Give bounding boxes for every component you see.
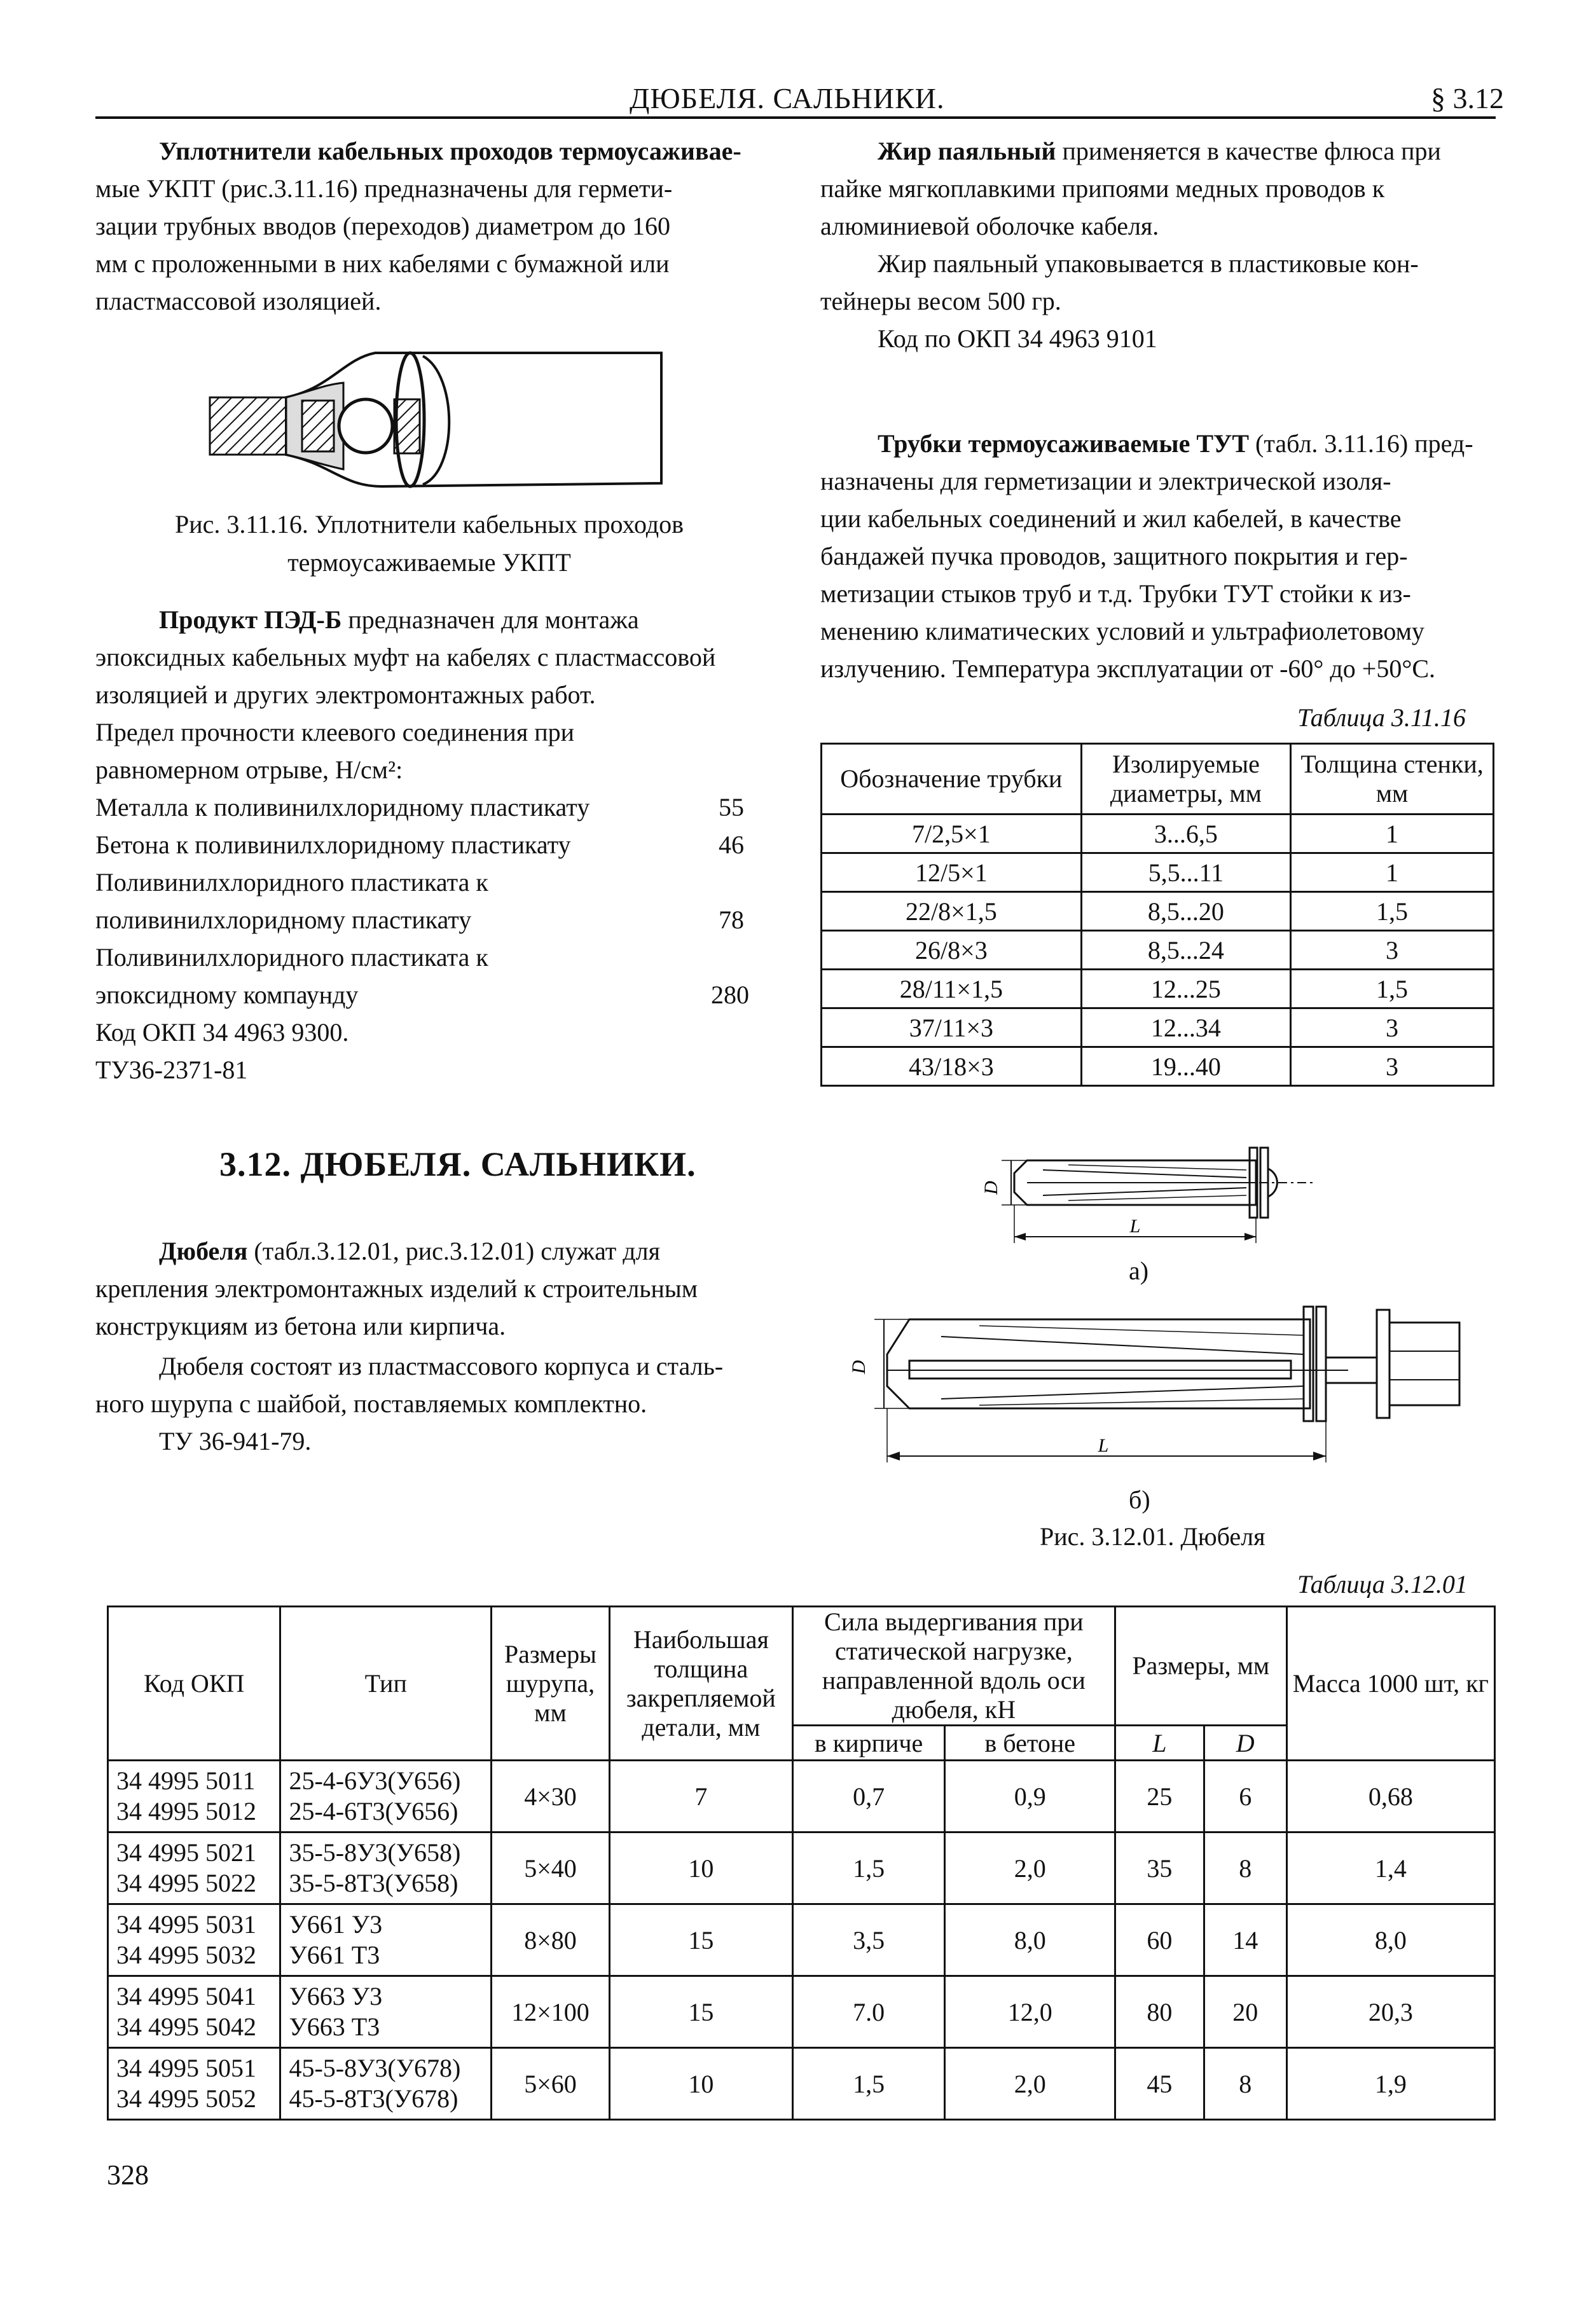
fig-a-label: а) <box>1129 1256 1149 1285</box>
section-heading: 3.12. ДЮБЕЛЯ. САЛЬНИКИ. <box>219 1145 696 1183</box>
table-row: 34 4995 5011 34 4995 5012 25-4-6У3(У656) 25-4-6Т3(У656) 4×30 7 0,7 0,9 25 6 0,68 <box>108 1761 1495 1832</box>
table-row: 34 4995 5051 34 4995 5052 45-5-8У3(У678) 45-5-8Т3(У678) 5×60 10 1,5 2,0 45 8 1,9 <box>108 2048 1495 2120</box>
running-title: ДЮБЕЛЯ. САЛЬНИКИ. <box>630 82 945 114</box>
fat-paragraph: Жир паяльный применяется в качестве флюса при пайке мягкоплавкими припоями медных проводов к алюминиевой оболочке кабеля. Жир паяльный упаковывается в пластиковые кон- тейнеры весом 500 гр. Код по ОКП 34 4963 9101 <box>820 137 1441 353</box>
dowel-fig-caption: Рис. 3.12.01. Дюбеля <box>1040 1522 1265 1551</box>
dowel-table <box>107 1605 1496 2121</box>
table-row: 26/8×3 8,5...24 3 <box>822 931 1494 970</box>
dowel-figure-a <box>967 1138 1323 1259</box>
fig-b-label: б) <box>1129 1485 1150 1514</box>
dowel-paragraph: Дюбеля (табл.3.12.01, рис.3.12.01) служат для крепления электромонтажных изделий к строительным конструкциям из бетона или кирпича. Дюбеля состоят из пластмассового корпуса и сталь- ного шурупа с шайбой, поставляемых комплектно. ТУ 36-941-79. <box>95 1237 724 1455</box>
ukpt-line: мм с проложенными в них кабелями с бумажной или <box>95 249 670 278</box>
ped-line: Предел прочности клеевого соединения при <box>95 718 575 746</box>
header-cell: Наибольшая толщина закрепляемой детали, мм <box>609 1607 792 1761</box>
ukpt-line: зации трубных вводов (переходов) диаметром до 160 <box>95 212 670 240</box>
dim-L-label: L <box>1098 1435 1109 1456</box>
table-row: 12/5×1 5,5...11 1 <box>822 853 1494 892</box>
ukpt-term: Уплотнители кабельных проходов термоусаживае- <box>159 137 741 165</box>
section-number: § 3.12 <box>1431 82 1504 114</box>
table-header-row <box>108 1607 1495 1726</box>
header-cell: L <box>1115 1726 1204 1761</box>
dim-L-label: L <box>1129 1216 1141 1237</box>
table-row: 43/18×3 19...40 3 <box>822 1047 1494 1086</box>
ukpt-line: пластмассовой изоляцией. <box>95 287 382 315</box>
header-cell: Размеры, мм <box>1115 1607 1286 1726</box>
table-row: 7/2,5×1 3...6,5 1 <box>822 815 1494 853</box>
header-cell: в бетоне <box>945 1726 1115 1761</box>
ped-tu: ТУ36-2371-81 <box>95 1055 248 1084</box>
dim-D-label: D <box>848 1360 869 1374</box>
header-cell: D <box>1204 1726 1286 1761</box>
table-row: 28/11×1,5 12...25 1,5 <box>822 970 1494 1008</box>
ped-line: эпоксидных кабельных муфт на кабелях с пластмассовой <box>95 643 716 671</box>
table1-caption: Таблица 3.11.16 <box>1297 703 1466 732</box>
tut-term: Трубки термоусаживаемые ТУТ <box>878 429 1250 458</box>
header-cell: Изолируемые диаметры, мм <box>1081 744 1290 815</box>
table-row: 34 4995 5031 34 4995 5032 У661 У3 У661 Т3 8×80 15 3,5 8,0 60 14 8,0 <box>108 1904 1495 1976</box>
dim-D-label: D <box>981 1181 1002 1195</box>
header-cell: Код ОКП <box>108 1607 280 1761</box>
tut-paragraph: Трубки термоусаживаемые ТУТ (табл. 3.11.16) пред- назначены для герметизации и электрической изоля- ции кабельных соединений и жил кабелей, в качестве бандажей пучка проводов, защитного покрытия и гер- метизации стыков труб и т.д. Трубки ТУТ стойки к из- менению климатических условий и ультрафиолетовому излучению. Температура эксплуатации от -60° до +50°С. <box>820 429 1473 683</box>
header-cell: Толщина стенки, мм <box>1291 744 1494 815</box>
header-cell: Сила выдергивания при статической нагрузке, направленной вдоль оси дюбеля, кН <box>792 1607 1115 1726</box>
ped-line: равномерном отрыве, Н/см²: <box>95 755 403 784</box>
ukpt-line: мые УКПТ (рис.3.11.16) предназначены для гермети- <box>95 174 673 203</box>
table-row: 34 4995 5041 34 4995 5042 У663 У3 У663 Т3 12×100 15 7.0 12,0 80 20 20,3 <box>108 1976 1495 2048</box>
table-row: 22/8×1,5 8,5...20 1,5 <box>822 892 1494 931</box>
strength-item: Поливинилхлоридного пластиката к эпоксидному компаунду 280 <box>95 943 749 1009</box>
header-cell: Размеры шурупа, мм <box>492 1607 610 1761</box>
dowel-figure-b <box>814 1291 1501 1482</box>
dowel-term: Дюбеля <box>159 1237 248 1265</box>
table-row: 34 4995 5021 34 4995 5022 35-5-8У3(У658) 35-5-8Т3(У658) 5×40 10 1,5 2,0 35 8 1,4 <box>108 1832 1495 1904</box>
tube-table <box>820 743 1494 1087</box>
header-cell: Тип <box>280 1607 492 1761</box>
header-cell: Обозначение трубки <box>822 744 1082 815</box>
ukpt-figure <box>191 324 687 515</box>
ped-line: изоляцией и других электромонтажных работ. <box>95 680 596 709</box>
table-row: 37/11×3 12...34 3 <box>822 1008 1494 1047</box>
fat-term: Жир паяльный <box>878 137 1056 165</box>
strength-item: Бетона к поливинилхлоридному пластикату 46 <box>95 830 744 859</box>
header-rule <box>95 116 1496 119</box>
page-number: 328 <box>107 2159 149 2190</box>
ped-paragraph: Продукт ПЭД-Б предназначен для монтажа эпоксидных кабельных муфт на кабелях с пластмассовой изоляцией и других электромонтажных работ. Предел прочности клеевого соединения при равномерном отрыве, Н/см²: <box>95 601 763 788</box>
strength-item: Металла к поливинилхлоридному пластикату 55 <box>95 793 744 822</box>
cable-hatched <box>210 397 286 455</box>
strength-item: Поливинилхлоридного пластиката к поливинилхлоридному пластикату 78 <box>95 868 744 934</box>
table-header-row <box>822 744 1494 815</box>
ped-term: Продукт ПЭД-Б <box>159 605 342 634</box>
header-cell: Масса 1000 шт, кг <box>1286 1607 1494 1761</box>
ped-okp: Код ОКП 34 4963 9300. <box>95 1018 349 1047</box>
strength-list <box>95 788 763 1089</box>
header-cell: в кирпиче <box>792 1726 945 1761</box>
ukpt-caption: Рис. 3.11.16. Уплотнители кабельных проходов термоусаживаемые УКПТ <box>174 510 684 577</box>
table2-caption: Таблица 3.12.01 <box>1297 1570 1468 1599</box>
ukpt-paragraph <box>95 132 763 320</box>
seal-ring <box>339 399 392 453</box>
